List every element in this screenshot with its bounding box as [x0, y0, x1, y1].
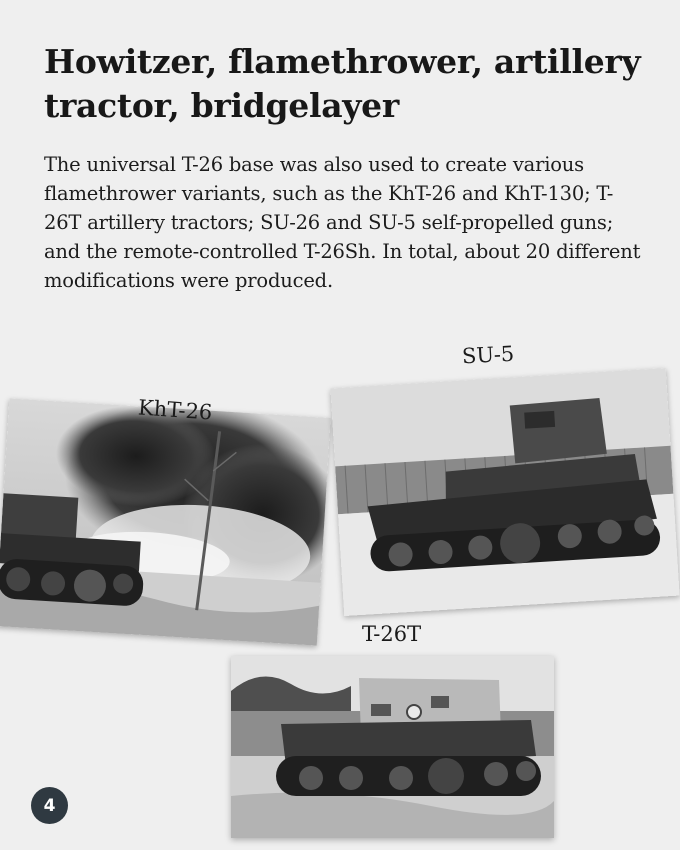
body-paragraph: The universal T-26 base was also used to create various flamethrower variants, such as the KhT-26 and KhT-130; T-26T artillery tractors; SU-26 and SU-5 self-propelled guns; and the remote-controlled T-26Sh. In total, about 20 different modifications were produced. [44, 153, 641, 292]
photo-su5 [330, 368, 679, 616]
page-title: Howitzer, flamethrower, artillery tractor, bridgelayer [44, 42, 641, 125]
caption-su5: SU-5 [461, 341, 515, 369]
caption-t26t: T-26T [362, 622, 422, 646]
photo-kht26 [0, 398, 331, 645]
t26t-photo-image [231, 656, 554, 838]
caption-kht26: KhT-26 [137, 395, 214, 425]
photo-t26t [231, 656, 554, 838]
kht26-photo-image [0, 398, 331, 645]
page-number-badge: 4 [31, 787, 68, 824]
su5-photo-image [330, 368, 679, 616]
